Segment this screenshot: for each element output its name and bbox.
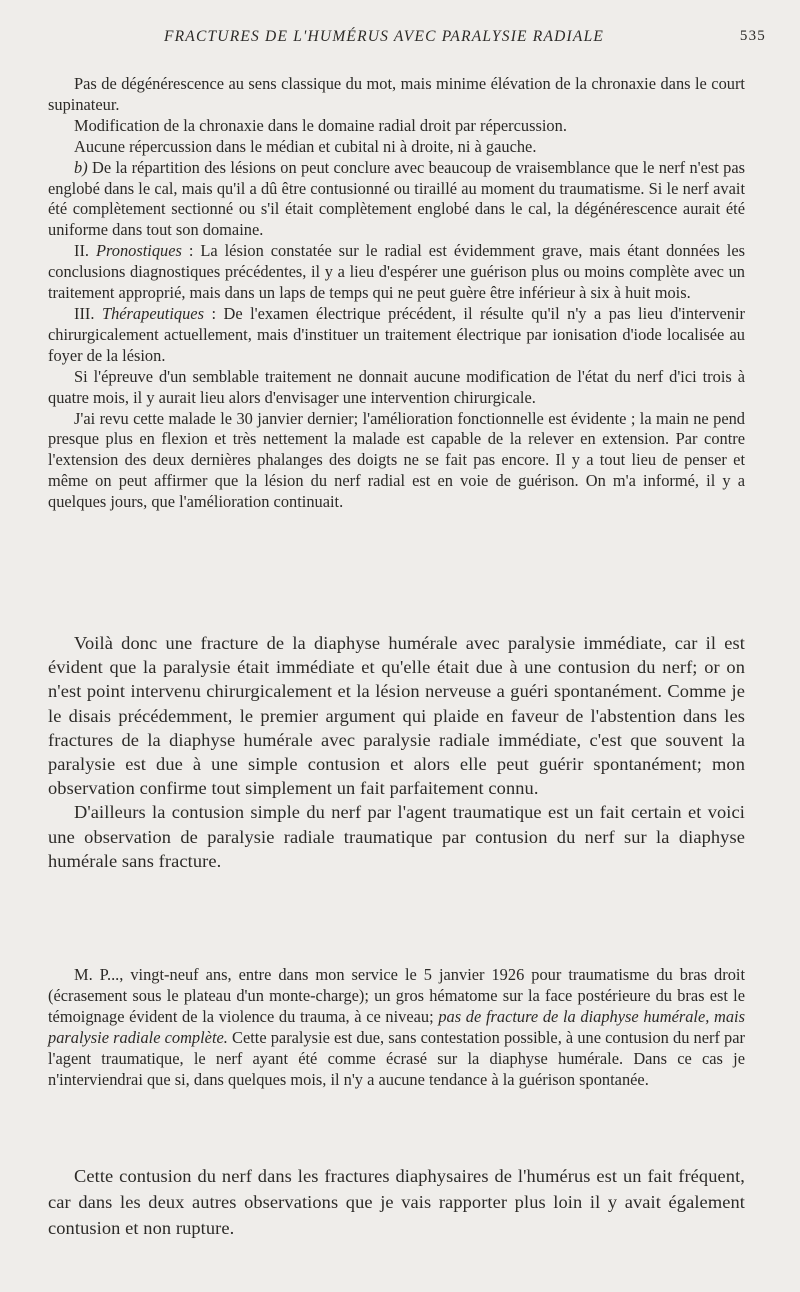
page-number: 535 [739, 28, 766, 44]
paragraph-text: De la répartition des lésions on peut conclure avec beaucoup de vraisemblance que le nerf n'est pas englobé dans le cal, mais qu'il a dû être contusionné ou tiraillé au moment du traumatisme. Si le nerf avait été complètement sectionné ou s'il était complètement englobé dans le cal, la dégénérescence aurait été uniforme dans tout son domaine. [48, 157, 745, 240]
section-number: II. [74, 241, 96, 261]
paragraph-pronostiques [48, 241, 745, 304]
section-label: b) [74, 157, 88, 177]
paragraph-therapeutiques [48, 304, 745, 367]
running-head [48, 28, 780, 50]
paragraph-conclusions [48, 158, 745, 242]
section-number: III. [74, 303, 102, 323]
main-text-block [48, 631, 745, 873]
paragraph: Modification de la chronaxie dans le domaine radial droit par répercussion. [74, 115, 567, 135]
main-text-block-closing [48, 1163, 745, 1241]
paragraph-text: M. P..., vingt-neuf ans, entre dans mon service le 5 janvier 1926 pour traumatisme du bras droit (écrasement sous le plateau d'un monte-charge); un gros hématome sur la face postérieure du bras est le témoignage évident de la violence du trauma, à ce niveau; [48, 965, 745, 1026]
paragraph: Cette contusion du nerf dans les fractures diaphysaires de l'humérus est un fait fréquent, car dans les deux autres observations que je vais rapporter plus loin il y avait également contusion et non rupture. [48, 1166, 745, 1238]
italic-emphasis: pas de fracture de la diaphyse humérale, mais paralysie radiale complète. [48, 1006, 745, 1047]
paragraph: Aucune répercussion dans le médian et cubital ni à droite, ni à gauche. [74, 136, 537, 156]
paragraph-text: : La lésion constatée sur le radial est évidemment grave, mais étant données les conclusions diagnostiques précédentes, il y a lieu d'espérer une guérison plus ou moins complète avec un traitement approprié, mais dans un laps de temps qui ne peut guère être inférieur à six à huit mois. [48, 241, 745, 303]
paragraph: D'ailleurs la contusion simple du nerf par l'agent traumatique est un fait certain et voici une observation de paralysie radiale traumatique par contusion du nerf sur la diaphyse humérale sans fracture. [48, 802, 745, 871]
paragraph: Voilà donc une fracture de la diaphyse humérale avec paralysie immédiate, car il est évident que la paralysie était immédiate et qu'elle était due à une contusion du nerf; or on n'est point intervenu chirurgicalement et la lésion nerveuse a guéri spontanément. Comme je le disais précédemment, le premier argument qui plaide en faveur de l'abstention dans les fractures de la diaphyse humérale avec paralysie radiale immédiate, c'est que souvent la paralysie est due à une simple contusion et alors elle peut guérir spontanément; mon observation confirme tout simplement un fait parfaitement connu. [48, 633, 745, 799]
paragraph-text: : De l'examen électrique précédent, il résulte qu'il n'y a pas lieu d'intervenir chirurgicalement actuellement, mais d'instituer un traitement électrique par ionisation d'iode localisée au foyer de la lésion. [48, 303, 745, 365]
observation-paragraph [48, 965, 745, 1090]
section-label: Pronostiques [95, 241, 182, 261]
section-label: Thérapeutiques [101, 303, 204, 323]
running-title: FRACTURES DE L'HUMÉRUS AVEC PARALYSIE RADIALE [163, 28, 605, 45]
paragraph: J'ai revu cette malade le 30 janvier dernier; l'amélioration fonctionnelle est évidente ; la main ne pend presque plus en flexion et très nettement la malade est capable de la relever en extension. Par contre l'extension des deux dernières phalanges des doigts ne se fait pas encore. Il y a tout lieu de penser et même on peut affirmer que la lésion du nerf radial est en voie de guérison. On m'a informé, il y a quelques jours, que l'amélioration continuait. [48, 408, 745, 512]
small-text-block-report [48, 74, 745, 513]
paragraph: Si l'épreuve d'un semblable traitement ne donnait aucune modification de l'état du nerf d'ici trois à quatre mois, il y aurait lieu alors d'envisager une intervention chirurgicale. [48, 366, 745, 407]
small-text-block-observation [48, 965, 745, 1090]
paragraph-text: Cette paralysie est due, sans contestation possible, à une contusion du nerf par l'agent traumatique, le nerf ayant été comme écrasé sur la diaphyse humérale. Dans ce cas je n'interviendrai que si, dans quelques mois, il n'y a aucune tendance à la guérison spontanée. [48, 1027, 745, 1089]
paragraph: Pas de dégénérescence au sens classique du mot, mais minime élévation de la chronaxie dans le court supinateur. [48, 74, 745, 114]
